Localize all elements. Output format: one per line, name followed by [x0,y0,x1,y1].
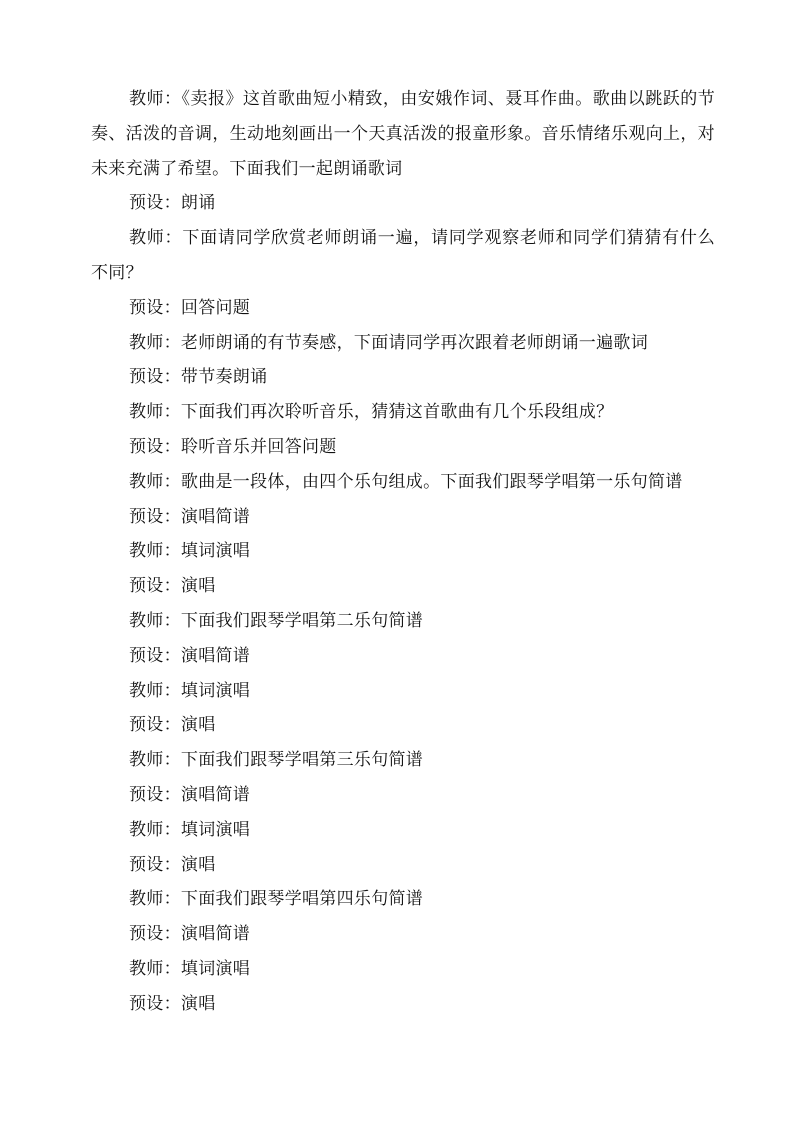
paragraph-2: 预设：朗诵 [129,193,216,214]
paragraph-21: 教师：下面我们跟琴学唱第四乐句简谱 [129,889,424,910]
paragraph-14: 预设：演唱简谱 [129,645,251,666]
paragraph-19: 教师：填词演唱 [129,819,251,840]
paragraph-15: 教师：填词演唱 [129,680,251,701]
paragraph-7: 教师：下面我们再次聆听音乐，猜猜这首歌曲有几个乐段组成？ [129,402,614,423]
paragraph-10: 预设：演唱简谱 [129,506,251,527]
paragraph-6: 预设：带节奏朗诵 [129,367,268,388]
paragraph-9: 教师：歌曲是一段体，由四个乐句组成。下面我们跟琴学唱第一乐句简谱 [129,471,683,492]
paragraph-11: 教师：填词演唱 [129,541,251,562]
paragraph-13: 教师：下面我们跟琴学唱第二乐句简谱 [129,610,424,631]
paragraph-16: 预设：演唱 [129,715,216,736]
paragraph-4: 预设：回答问题 [129,297,251,318]
document-page [91,82,715,1022]
paragraph-8: 预设：聆听音乐并回答问题 [129,436,337,457]
paragraph-24: 预设：演唱 [129,993,216,1014]
paragraph-18: 预设：演唱简谱 [129,784,251,805]
paragraph-1: 教师：《卖报》这首歌曲短小精致，由安娥作词、聂耳作曲。歌曲以跳跃的节奏、活泼的音调，生动地刻画出一个天真活泼的报童形象。音乐情绪乐观向上，对未来充满了希望。下面我们一起朗诵歌词 [91,89,715,179]
paragraph-12: 预设：演唱 [129,576,216,597]
paragraph-20: 预设：演唱 [129,854,216,875]
paragraph-23: 教师：填词演唱 [129,958,251,979]
paragraph-3: 教师：下面请同学欣赏老师朗诵一遍，请同学观察老师和同学们猜猜有什么不同？ [91,228,715,283]
paragraph-17: 教师：下面我们跟琴学唱第三乐句简谱 [129,750,424,771]
paragraph-22: 预设：演唱简谱 [129,924,251,945]
paragraph-5: 教师：老师朗诵的有节奏感，下面请同学再次跟着老师朗诵一遍歌词 [129,332,648,353]
